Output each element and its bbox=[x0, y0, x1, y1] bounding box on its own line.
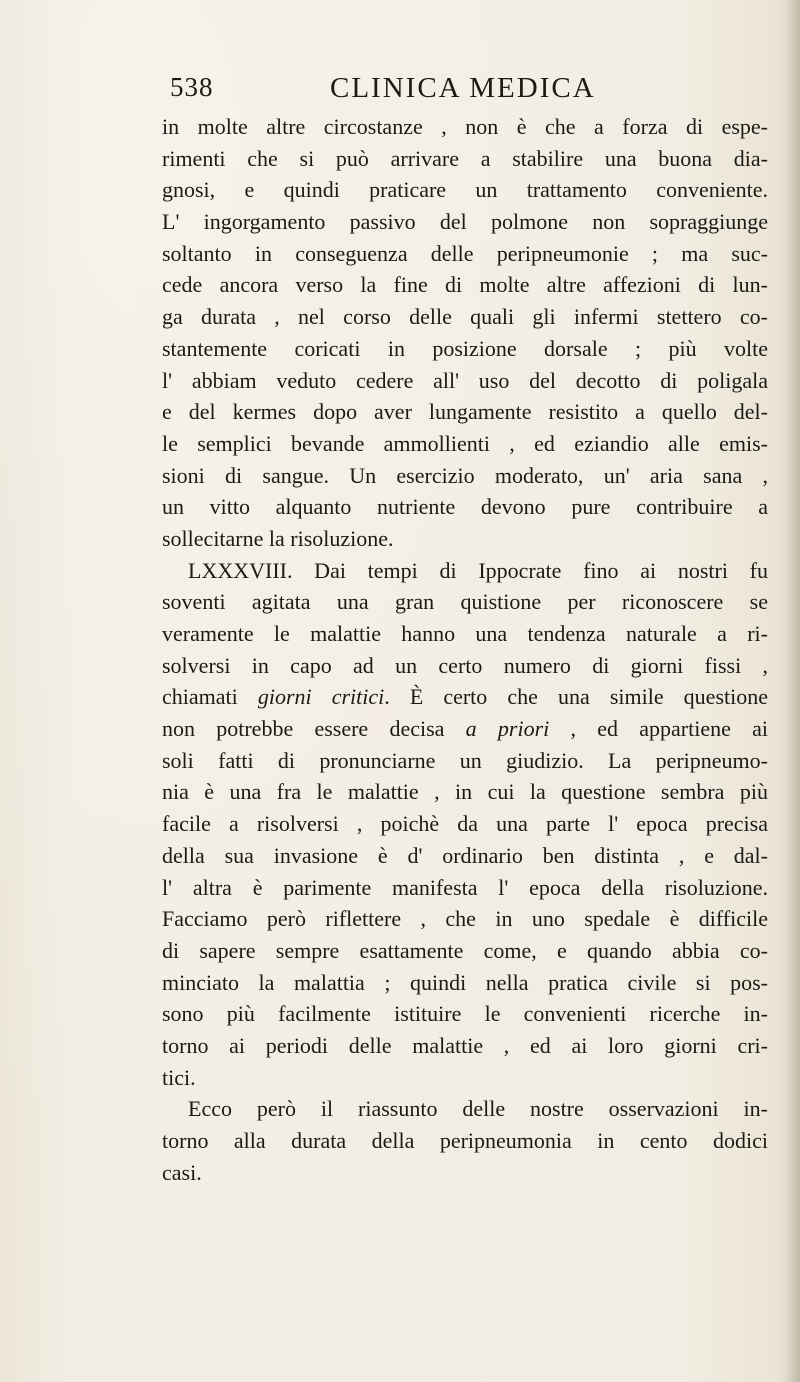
text-span: chiamati bbox=[162, 684, 238, 710]
text-line: sollecitarne la risoluzione. bbox=[162, 525, 394, 551]
text-line: tici. bbox=[162, 1064, 196, 1090]
running-title: CLINICA MEDICA bbox=[330, 72, 596, 104]
text-line: casi. bbox=[162, 1159, 202, 1185]
text-line: soltanto in conseguenza delle peripneumonie ; ma suc- bbox=[162, 240, 768, 266]
section-start-line: LXXXVIII. Dai tempi di Ippocrate fino ai nostri fu bbox=[188, 557, 768, 583]
text-span: . È certo che una simile questione bbox=[384, 684, 768, 710]
text-line: stantemente coricati in posizione dorsale ; più volte bbox=[162, 335, 768, 361]
text-line: veramente le malattie hanno una tendenza naturale a ri- bbox=[162, 621, 768, 646]
page-edge-shadow bbox=[786, 0, 800, 1382]
text-line bbox=[162, 681, 768, 713]
text-line: facile a risolversi , poichè da una parte l' epoca precisa bbox=[162, 811, 768, 837]
text-line: di sapere sempre esattamente come, e quando abbia co- bbox=[162, 937, 768, 963]
text-line: gnosi, e quindi praticare un trattamento conveniente. bbox=[162, 177, 768, 203]
text-line: soventi agitata una gran quistione per riconoscere se bbox=[162, 589, 768, 615]
text-span: non potrebbe essere decisa bbox=[162, 716, 445, 742]
text-line: e del kermes dopo aver lungamente resistito a quello del- bbox=[162, 399, 768, 425]
text-line: un vitto alquanto nutriente devono pure contribuire a bbox=[162, 494, 768, 520]
body-text bbox=[162, 111, 768, 1188]
text-line: in molte altre circostanze , non è che a forza di espe- bbox=[162, 114, 768, 139]
text-line: cede ancora verso la fine di molte altre affezioni di lun- bbox=[162, 272, 768, 298]
text-line: minciato la malattia ; quindi nella pratica civile si pos- bbox=[162, 969, 768, 995]
text-line: l' abbiam veduto cedere all' uso del decotto di poligala bbox=[162, 367, 768, 393]
text-line: le semplici bevande ammollienti , ed eziandio alle emis- bbox=[162, 430, 768, 456]
text-line: nia è una fra le malattie , in cui la questione sembra più bbox=[162, 779, 768, 805]
running-head bbox=[170, 72, 670, 112]
text-line: ga durata , nel corso delle quali gli infermi stettero co- bbox=[162, 304, 768, 330]
text-line: della sua invasione è d' ordinario ben distinta , e dal- bbox=[162, 842, 768, 868]
text-line bbox=[162, 713, 768, 745]
text-line: l' altra è parimente manifesta l' epoca della risoluzione. bbox=[162, 874, 768, 900]
text-line: rimenti che si può arrivare a stabilire una buona dia- bbox=[162, 145, 768, 171]
italic-term: a priori bbox=[465, 716, 550, 742]
text-line: torno alla durata della peripneumonia in cento dodici bbox=[162, 1128, 768, 1153]
text-line: Facciamo però riflettere , che in uno spedale è difficile bbox=[162, 906, 768, 932]
text-line: soli fatti di pronunciarne un giudizio. La peripneumo- bbox=[162, 747, 768, 773]
text-line: sono più facilmente istituire le convenienti ricerche in- bbox=[162, 1001, 768, 1027]
text-line: sioni di sangue. Un esercizio moderato, un' aria sana , bbox=[162, 462, 768, 488]
text-line: Ecco però il riassunto delle nostre osservazioni in- bbox=[188, 1096, 768, 1122]
italic-term: giorni critici bbox=[257, 684, 385, 710]
text-line: solversi in capo ad un certo numero di giorni fissi , bbox=[162, 652, 768, 678]
text-span: , ed appartiene ai bbox=[570, 716, 768, 742]
page-number: 538 bbox=[170, 72, 214, 102]
text-line: L' ingorgamento passivo del polmone non sopraggiunge bbox=[162, 209, 768, 235]
text-line: torno ai periodi delle malattie , ed ai loro giorni cri- bbox=[162, 1032, 768, 1058]
